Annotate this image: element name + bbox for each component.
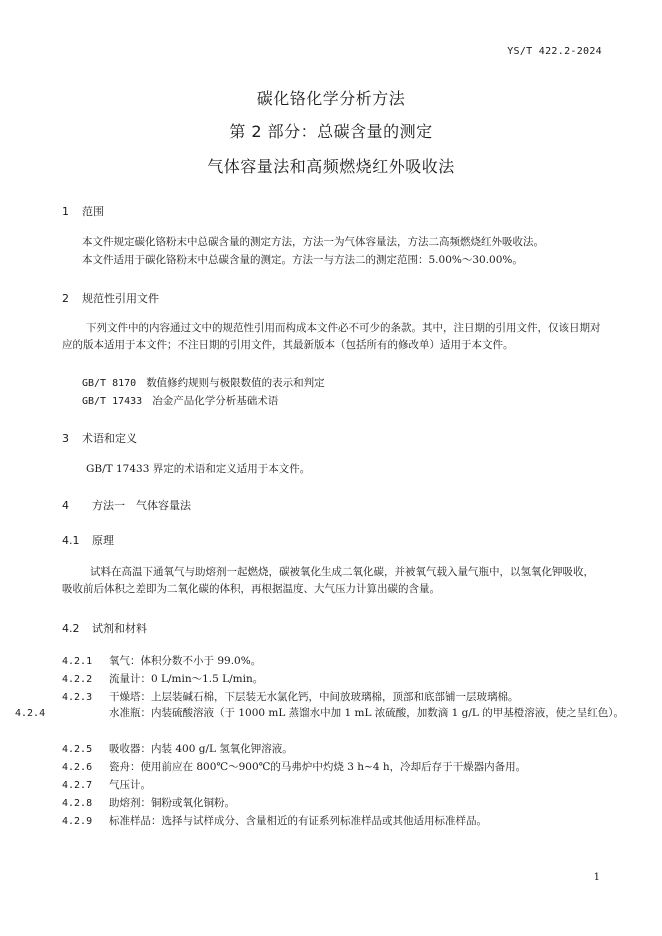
item-text: 水准瓶：内装硫酸溶液（于 1000 mL 蒸馏水中加 1 mL 浓硫酸，加数滴 1 g/L 的甲基橙溶液，使之呈红色）。 <box>109 707 624 719</box>
section-title: 方法一 气体容量法 <box>92 499 191 512</box>
material-item <box>62 741 293 756</box>
section-title: 试剂和材料 <box>92 622 147 635</box>
item-text: 瓷舟：使用前应在 800℃～900℃的马弗炉中灼烧 3 h~4 h，冷却后存于干燥器内备用。 <box>109 761 527 773</box>
section-3-heading <box>62 430 137 446</box>
item-text: 氧气：体积分数不小于 99.0%。 <box>109 655 262 667</box>
page-number: 1 <box>593 872 600 883</box>
section-number: 1 <box>62 205 69 218</box>
item-number: 4.2.5 <box>62 744 93 755</box>
section-4-1-paragraph-1: 试料在高温下通氧气与助熔剂一起燃烧，碳被氧化生成二氧化碳，并被氧气载入量气瓶中，以氢氧化钾吸收，吸收前后体积之差即为二氧化碳的体积，再根据温度、大气压力计算出碳的含量。 <box>62 566 594 595</box>
item-text: 吸收器：内装 400 g/L 氢氧化钾溶液。 <box>109 743 293 755</box>
standard-code: YS/T 422.2-2024 <box>507 46 602 57</box>
material-item <box>15 705 649 722</box>
material-item <box>62 759 526 774</box>
item-number: 4.2.4 <box>15 708 46 719</box>
item-text: 流量计：0 L/min～1.5 L/min。 <box>109 673 264 685</box>
section-2-heading <box>62 290 159 306</box>
item-text: 气压计。 <box>109 779 151 791</box>
material-item <box>62 671 263 686</box>
section-number: 4 <box>62 499 69 512</box>
material-item <box>62 795 235 810</box>
section-1-heading <box>62 203 104 219</box>
section-3-paragraph-1: GB/T 17433 界定的术语和定义适用于本文件。 <box>86 463 311 475</box>
item-text: 标准样品：选择与试样成分、含量相近的有证系列标准样品或其他适用标准样品。 <box>109 815 487 827</box>
material-item <box>62 653 261 668</box>
item-number: 4.2.1 <box>62 656 93 667</box>
item-number: 4.2.3 <box>62 692 93 703</box>
item-number: 4.2.2 <box>62 674 93 685</box>
section-number: 2 <box>62 292 69 305</box>
reference-item <box>82 375 325 390</box>
doc-title-line3: 气体容量法和高频燃烧红外吸收法 <box>207 157 455 176</box>
section-4-heading <box>62 497 191 513</box>
item-text: 干燥塔：上层装碱石棉，下层装无水氯化钙，中间放玻璃棉，顶部和底部铺一层玻璃棉。 <box>109 691 519 703</box>
reference-title: 冶金产品化学分析基础术语 <box>152 395 279 407</box>
item-number: 4.2.9 <box>62 816 93 827</box>
section-2-paragraph-1: 下列文件中的内容通过文中的规范性引用而构成本文件必不可少的条款。其中，注日期的引用文件，仅该日期对应的版本适用于本文件；不注日期的引用文件，其最新版本（包括所有的修改单）适用于本文件。 <box>62 322 601 351</box>
section-4-2-heading <box>62 620 147 636</box>
section-1-paragraph-1: 本文件规定碳化铬粉末中总碳含量的测定方法，方法一为气体容量法，方法二高频燃烧红外吸收法。 <box>82 236 544 248</box>
item-number: 4.2.8 <box>62 798 93 809</box>
section-title: 范围 <box>82 205 104 218</box>
doc-title-line1: 碳化铬化学分析方法 <box>256 89 406 108</box>
section-1-paragraph-2: 本文件适用于碳化铬粉末中总碳含量的测定。方法一与方法二的测定范围：5.00%～30.00%。 <box>82 254 523 266</box>
material-item <box>62 813 487 828</box>
section-number: 4.1 <box>62 534 80 547</box>
material-item <box>62 689 519 704</box>
section-number: 3 <box>62 432 69 445</box>
doc-title-line2: 第 2 部分：总碳含量的测定 <box>229 122 433 141</box>
reference-code: GB/T 8170 <box>82 378 137 389</box>
section-title: 规范性引用文件 <box>82 292 159 305</box>
reference-code: GB/T 17433 <box>82 396 143 407</box>
section-title: 术语和定义 <box>82 432 137 445</box>
reference-item <box>82 393 278 408</box>
section-4-1-heading <box>62 532 114 548</box>
item-number: 4.2.6 <box>62 762 93 773</box>
reference-title: 数值修约规则与极限数值的表示和判定 <box>146 377 325 389</box>
item-number: 4.2.7 <box>62 780 93 791</box>
section-number: 4.2 <box>62 622 80 635</box>
section-title: 原理 <box>92 534 114 547</box>
item-text: 助熔剂：铜粉或氧化铜粉。 <box>109 797 235 809</box>
material-item <box>62 777 151 792</box>
